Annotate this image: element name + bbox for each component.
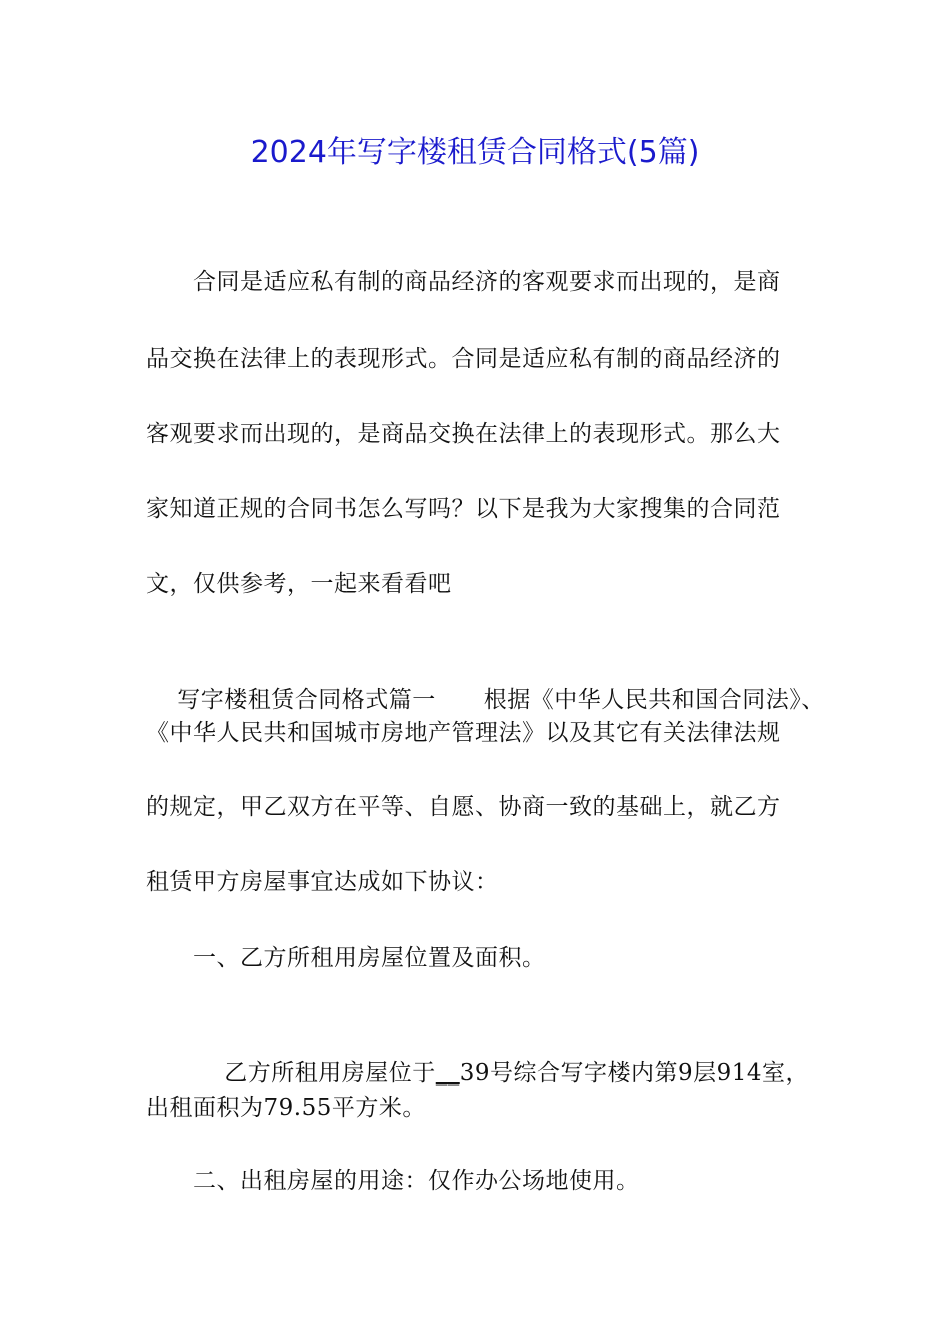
intro-line-2: 品交换在法律上的表现形式。合同是适应私有制的商品经济的: [146, 346, 781, 372]
intro-line-1: 合同是适应私有制的商品经济的客观要求而出现的，是商: [193, 269, 781, 295]
section-1-line-3: 的规定，甲乙双方在平等、自愿、协商一致的基础上，就乙方: [146, 794, 781, 820]
clause-1-title: 一、乙方所租用房屋位置及面积。: [193, 945, 546, 971]
section-1-heading: 写字楼租赁合同格式篇一: [177, 687, 436, 713]
clause-1-rest: 39号综合写字楼内第9层914室，: [459, 1060, 810, 1086]
intro-line-3: 客观要求而出现的，是商品交换在法律上的表现形式。那么大: [146, 421, 781, 447]
intro-line-4: 家知道正规的合同书怎么写吗？以下是我为大家搜集的合同范: [146, 496, 781, 522]
section-1-line-4: 租赁甲方房屋事宜达成如下协议：: [146, 869, 499, 895]
intro-line-5: 文，仅供参考，一起来看看吧: [146, 571, 452, 597]
clause-1-line-2: 出租面积为79.55平方米。: [146, 1095, 426, 1121]
clause-1-prefix: 乙方所租用房屋位于: [224, 1060, 436, 1086]
clause-2-title: 二、出租房屋的用途：仅作办公场地使用。: [193, 1168, 640, 1194]
section-1-line-2: 《中华人民共和国城市房地产管理法》以及其它有关法律法规: [146, 720, 781, 746]
clause-1-blank: __: [435, 1060, 460, 1086]
document-title: 2024年写字楼租赁合同格式(5篇): [250, 135, 700, 170]
section-1-line-1: 根据《中华人民共和国合同法》、: [483, 687, 825, 713]
